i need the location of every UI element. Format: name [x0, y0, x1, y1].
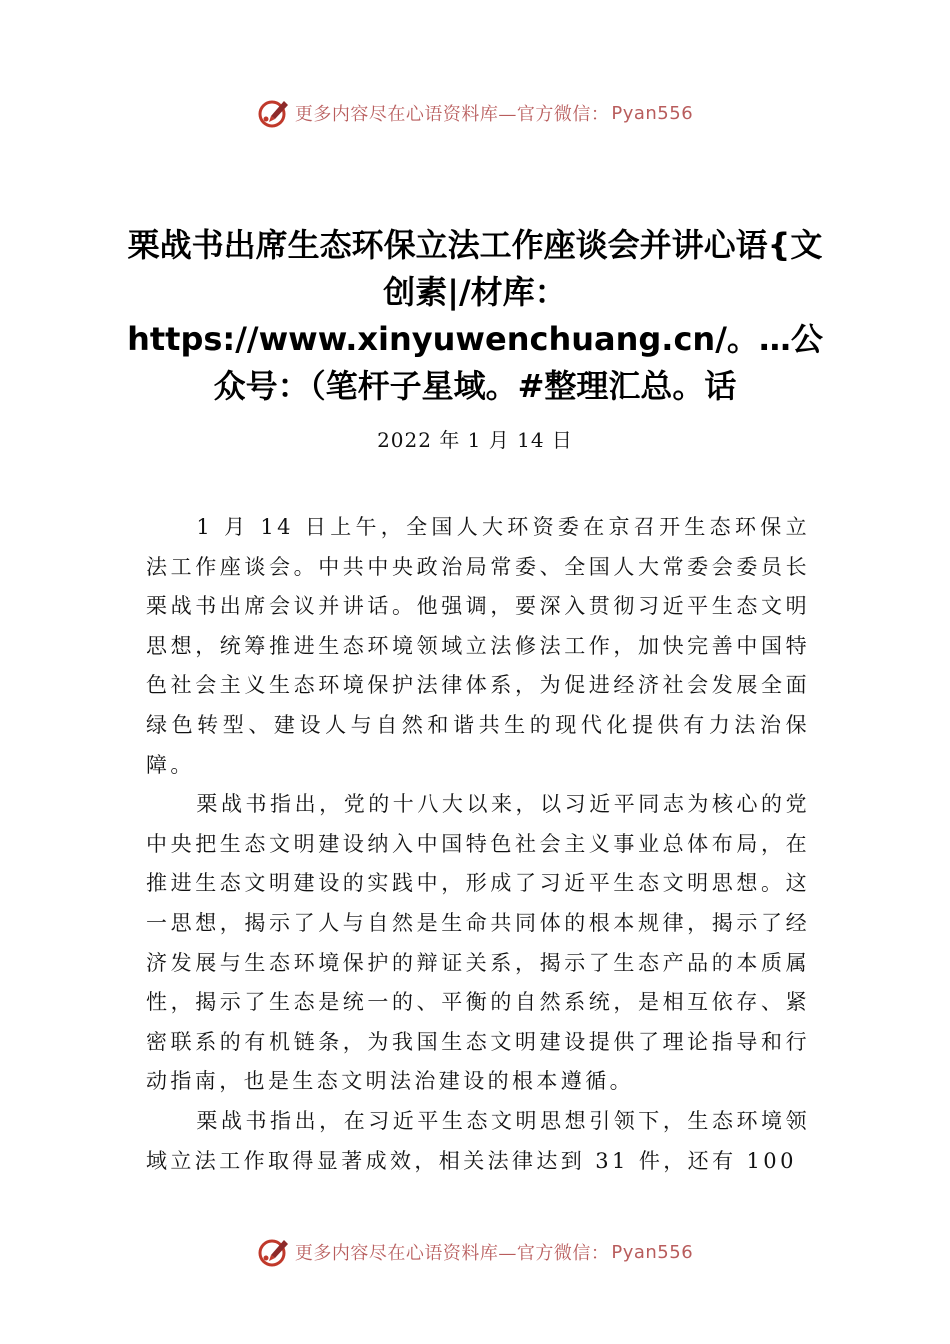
banner-brand-text: 更多内容尽在心语资料库—官方微信：: [294, 1243, 610, 1264]
banner-wechat-id: Pyan556: [611, 1241, 694, 1263]
footer-banner: [0, 1232, 950, 1272]
banner-wechat-id: Pyan556: [611, 102, 694, 124]
document-title: 栗战书出席生态环保立法工作座谈会并讲心语{文创素|/材库：https://www.xinyuwenchuang.cn/。…公众号：（笔杆子星域。#整理汇总。话: [127, 226, 823, 405]
banner-brand-text: 更多内容尽在心语资料库—官方微信：: [294, 104, 610, 125]
body-paragraph: 栗战书指出，在习近平生态文明思想引领下，生态环境领域立法工作取得显著成效，相关法律达到 31 件，还有 100: [146, 1108, 810, 1173]
body-paragraph: 栗战书指出，党的十八大以来，以习近平同志为核心的党中央把生态文明建设纳入中国特色社会主义事业总体布局，在推进生态文明建设的实践中，形成了习近平生态文明思想。这一思想，揭示了人与自然是生命共同体的根本规律，揭示了经济发展与生态环境保护的辩证关系，揭示了生态产品的本质属性，揭示了生态是统一的、平衡的自然系统，是相互依存、紧密联系的有机链条，为我国生态文明建设提供了理论指导和行动指南，也是生态文明法治建设的根本遵循。: [146, 792, 810, 1094]
document-date: 2022 年 1 月 14 日: [377, 428, 573, 452]
header-banner: [0, 93, 950, 133]
body-paragraph: 1 月 14 日上午，全国人大环资委在京召开生态环保立法工作座谈会。中共中央政治局常委、全国人大常委会委员长栗战书出席会议并讲话。他强调，要深入贯彻习近平生态文明思想，统筹推进生态环境领域立法修法工作，加快完善中国特色社会主义生态环境保护法律体系，为促进经济社会发展全面绿色转型、建设人与自然和谐共生的现代化提供有力法治保障。: [146, 515, 810, 777]
document-body: [146, 508, 810, 1181]
pen-nib-circle-icon: [257, 1235, 291, 1269]
pen-nib-circle-icon: [257, 96, 291, 130]
